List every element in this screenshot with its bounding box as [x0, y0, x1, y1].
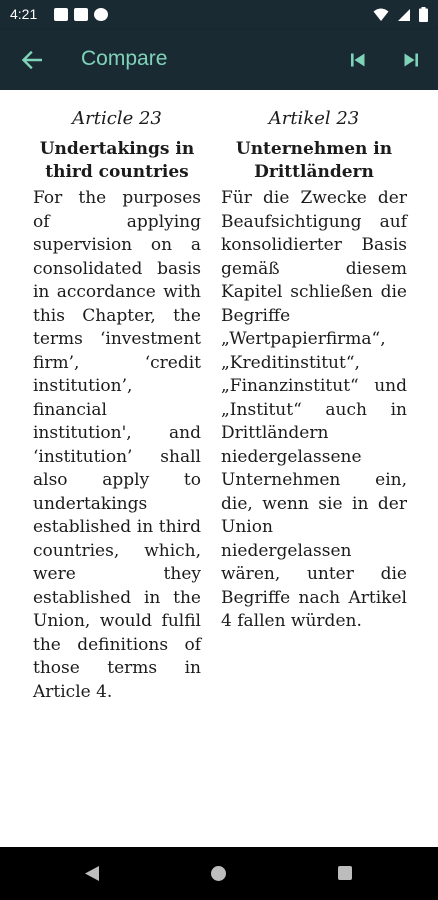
sim-card-icon — [54, 8, 68, 21]
german-article-title: Unternehmen in Drittländern — [235, 139, 393, 182]
battery-icon — [419, 7, 428, 22]
german-article-body: Für die Zwecke der Beaufsichtigung auf konsolidierter Basis gemäß diesem Kapitel schließen die Begriffe „Wertpapierfirma“, „Kreditinstitut“, „Finanzinstitut“ und „Institut“ auch in Drittländern niedergelassene Unternehmen ein, die, wenn sie in der Union niedergelassen wären, unter die Begriffe nach Artikel 4 fallen würden. — [221, 188, 407, 631]
f-app-icon — [94, 8, 108, 21]
notification-icons — [54, 8, 108, 21]
nav-recents-icon[interactable] — [338, 866, 352, 880]
english-article-body: For the purposes of applying supervision on a consolidated basis in accordance with this Chapter, the terms ‘investment firm’, ‘credit institution’, financial institution', and ‘institution’ shall also apply to undertakings established in third countries, which, were they established in the Union, would fulfil the definitions of those terms in Article 4. — [33, 188, 201, 702]
nav-home-icon[interactable] — [211, 866, 226, 881]
app-bar — [0, 30, 438, 90]
german-column — [221, 106, 407, 634]
english-article-number: Article 23 — [72, 108, 162, 129]
compare-content[interactable] — [0, 90, 438, 847]
previous-article-button[interactable] — [344, 46, 372, 74]
english-article-title: Undertakings in third countries — [39, 139, 195, 182]
nav-back-icon[interactable] — [84, 865, 100, 882]
next-article-button[interactable] — [397, 46, 425, 74]
wifi-icon — [373, 8, 389, 22]
skip-next-icon — [403, 52, 419, 68]
signal-icon — [397, 8, 411, 22]
system-icons — [373, 7, 428, 22]
english-column — [33, 106, 201, 704]
back-button[interactable] — [18, 46, 46, 74]
photo-icon — [74, 8, 88, 21]
status-time: 4:21 — [10, 6, 38, 22]
system-navigation-bar — [0, 847, 438, 900]
skip-previous-icon — [350, 52, 366, 68]
arrow-left-icon — [22, 51, 42, 69]
status-bar — [0, 0, 438, 30]
german-article-number: Artikel 23 — [268, 108, 360, 129]
page-title: Compare — [81, 47, 168, 70]
